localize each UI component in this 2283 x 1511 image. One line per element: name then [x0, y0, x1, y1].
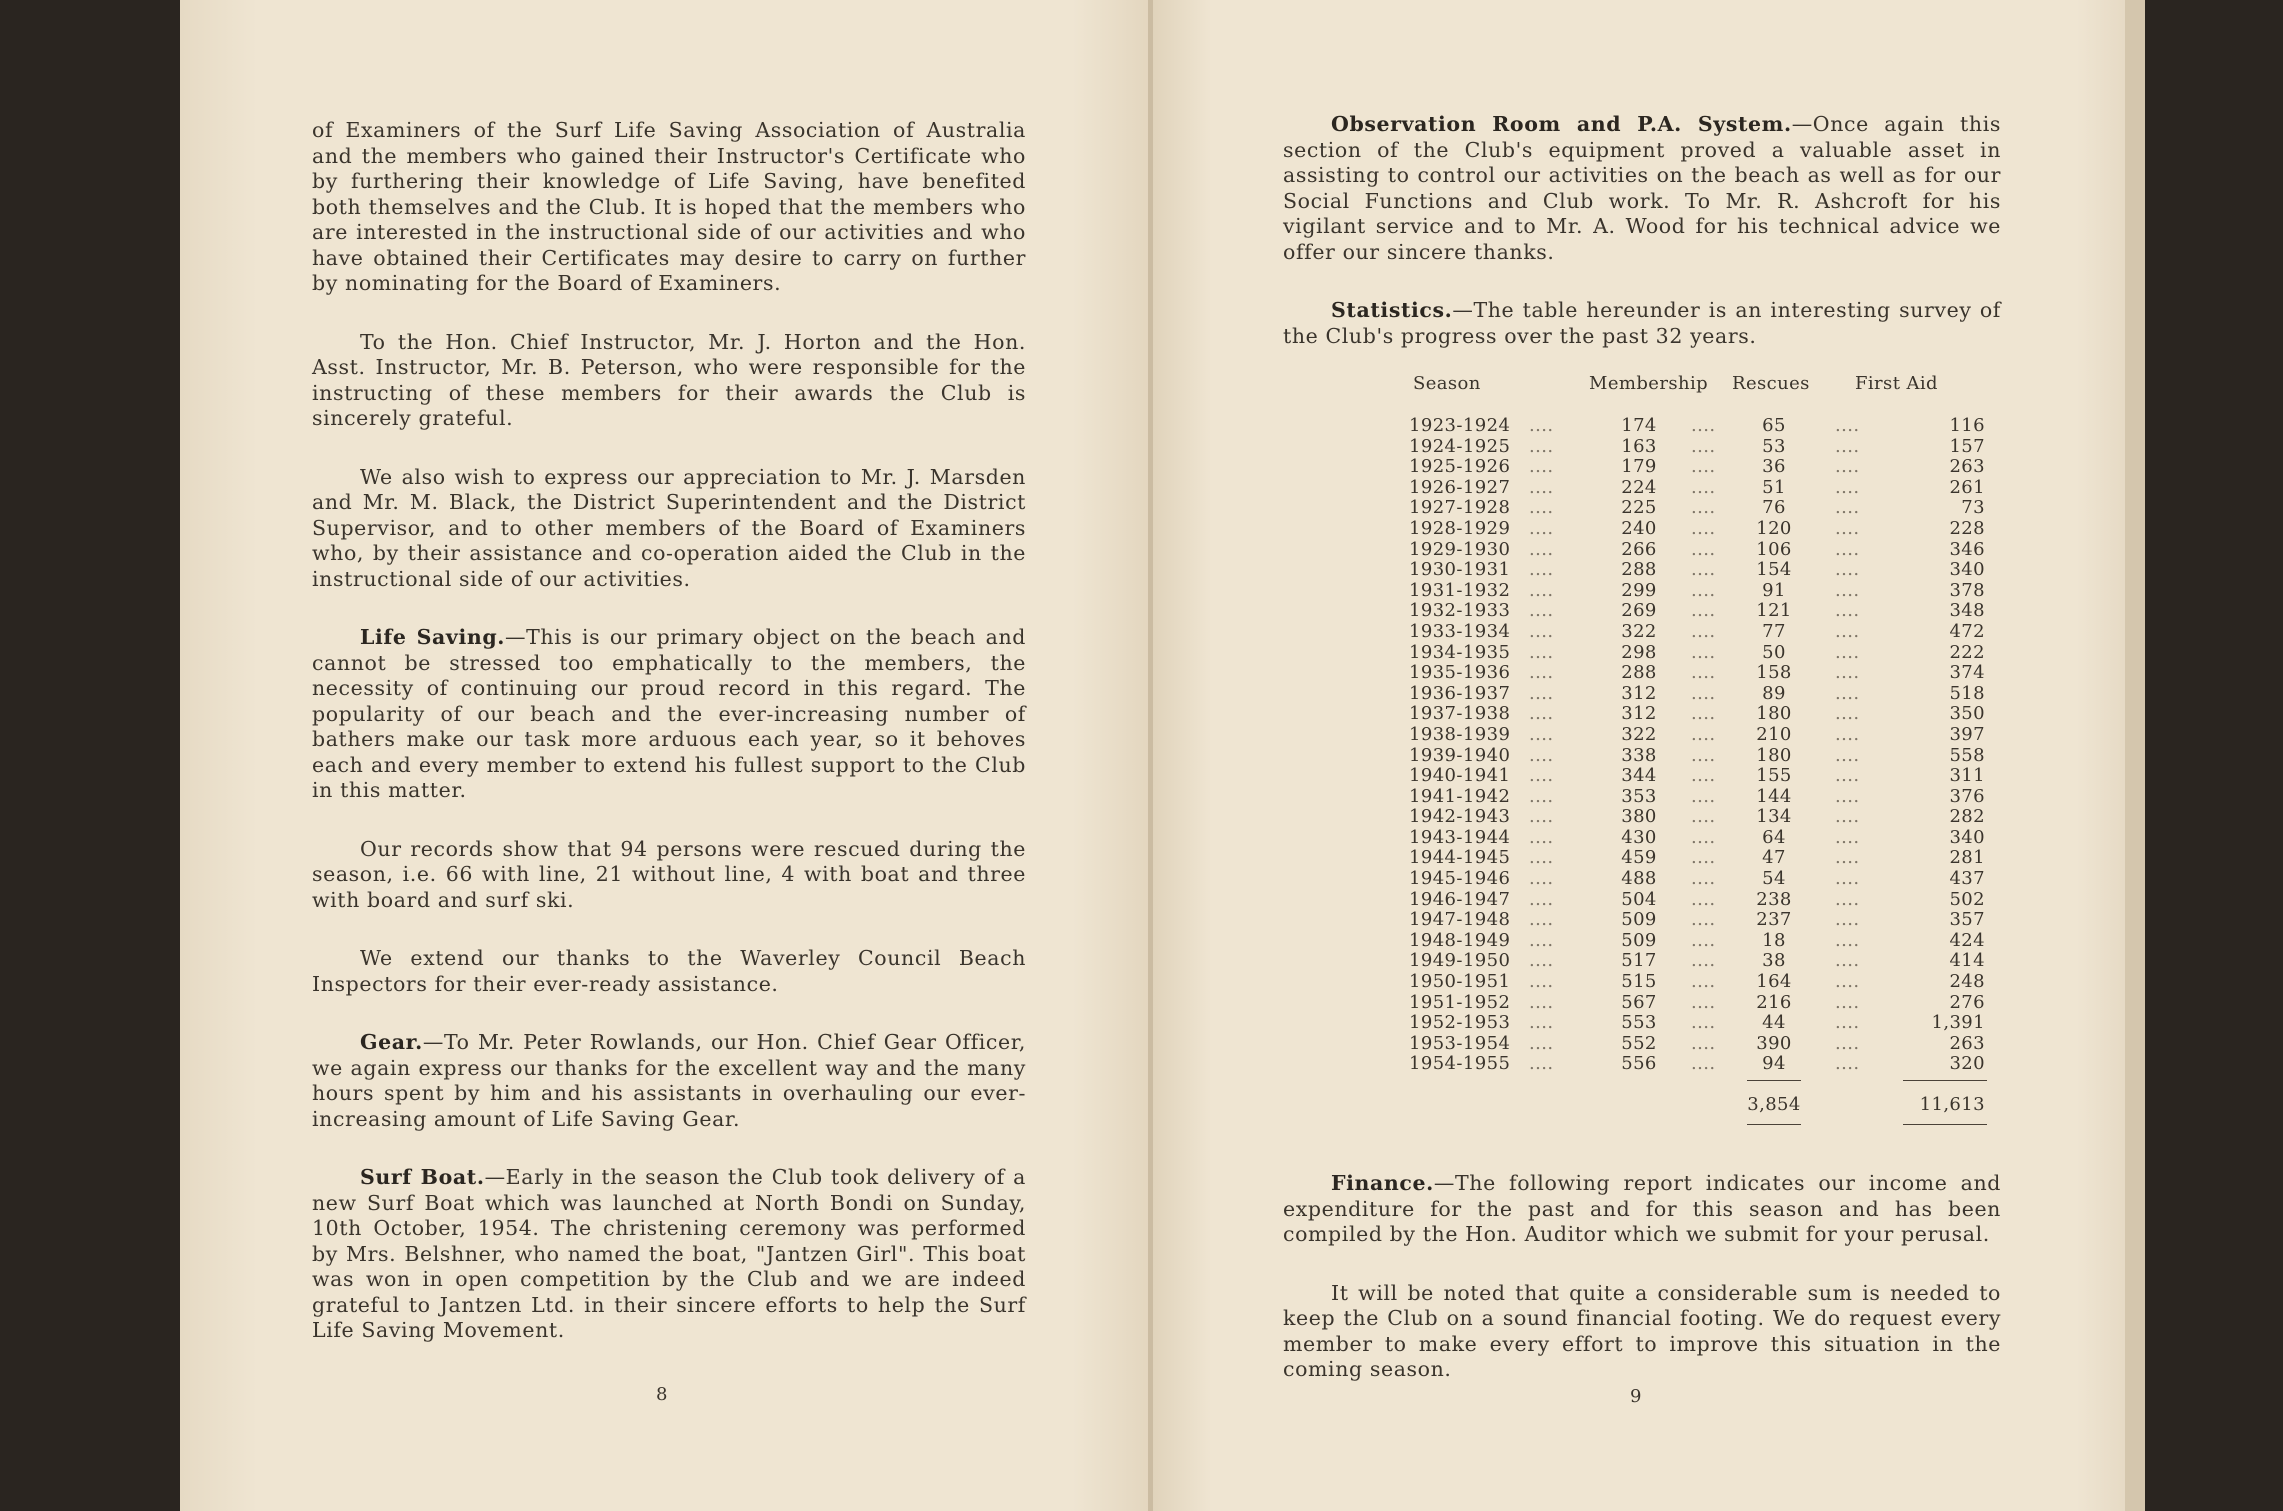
cell-season: 1944-1945 [1409, 847, 1511, 869]
cell-season: 1941-1942 [1409, 785, 1511, 807]
cell-rescues: 53 [1762, 435, 1786, 457]
cell-first-aid: 261 [1949, 476, 1985, 498]
leader-dots: .... [1529, 888, 1554, 910]
leader-dots: .... [1529, 929, 1554, 951]
table-row [1289, 1053, 1989, 1074]
leader-dots: .... [1835, 600, 1860, 622]
leader-dots: .... [1529, 868, 1554, 890]
leader-dots: .... [1691, 785, 1716, 807]
section-heading: Observation Room and P.A. System. [1331, 112, 1792, 136]
leader-dots: .... [1835, 888, 1860, 910]
cell-rescues: 164 [1756, 971, 1792, 993]
cell-first-aid: 73 [1961, 497, 1985, 519]
cell-first-aid: 424 [1949, 929, 1985, 951]
cell-first-aid: 282 [1949, 806, 1985, 828]
cell-season: 1934-1935 [1409, 641, 1511, 663]
leader-dots: .... [1835, 497, 1860, 519]
leader-dots: .... [1691, 600, 1716, 622]
leader-dots: .... [1691, 1032, 1716, 1054]
cell-rescues: 155 [1756, 765, 1792, 787]
leader-dots: .... [1529, 765, 1554, 787]
right-page [1153, 0, 2125, 1511]
cell-rescues: 18 [1762, 929, 1786, 951]
leader-dots: .... [1691, 538, 1716, 560]
cell-first-aid: 281 [1949, 847, 1985, 869]
table-row [1289, 642, 1989, 663]
leader-dots: .... [1529, 456, 1554, 478]
cell-rescues: 120 [1756, 517, 1792, 539]
table-row [1289, 847, 1989, 868]
cell-rescues: 106 [1756, 538, 1792, 560]
cell-rescues: 94 [1762, 1053, 1786, 1075]
page-number: 8 [656, 1384, 668, 1405]
table-row [1289, 683, 1989, 704]
leader-dots: .... [1691, 1053, 1716, 1075]
cell-membership: 517 [1621, 950, 1657, 972]
leader-dots: .... [1691, 559, 1716, 581]
cell-rescues: 134 [1756, 806, 1792, 828]
cell-season: 1940-1941 [1409, 765, 1511, 787]
table-row [1289, 1033, 1989, 1054]
cell-membership: 322 [1621, 620, 1657, 642]
table-row [1289, 889, 1989, 910]
cell-membership: 459 [1621, 847, 1657, 869]
cell-first-aid: 518 [1949, 682, 1985, 704]
section-heading: Statistics. [1331, 298, 1453, 322]
leader-dots: .... [1835, 723, 1860, 745]
cell-rescues: 77 [1762, 620, 1786, 642]
leader-dots: .... [1691, 662, 1716, 684]
cell-first-aid: 376 [1949, 785, 1985, 807]
cell-membership: 269 [1621, 600, 1657, 622]
cell-first-aid: 378 [1949, 579, 1985, 601]
cell-first-aid: 502 [1949, 888, 1985, 910]
section-heading: Finance. [1331, 1171, 1434, 1195]
cell-rescues: 216 [1756, 991, 1792, 1013]
leader-dots: .... [1691, 744, 1716, 766]
leader-dots: .... [1691, 888, 1716, 910]
cell-season: 1927-1928 [1409, 497, 1511, 519]
leader-dots: .... [1529, 806, 1554, 828]
cell-first-aid: 1,391 [1931, 1012, 1985, 1034]
cell-rescues: 154 [1756, 559, 1792, 581]
cell-season: 1947-1948 [1409, 909, 1511, 931]
cell-first-aid: 397 [1949, 723, 1985, 745]
table-row [1289, 806, 1989, 827]
leader-dots: .... [1691, 806, 1716, 828]
table-row [1289, 703, 1989, 724]
cell-first-aid: 248 [1949, 971, 1985, 993]
leader-dots: .... [1529, 620, 1554, 642]
leader-dots: .... [1691, 641, 1716, 663]
cell-membership: 509 [1621, 929, 1657, 951]
leader-dots: .... [1691, 723, 1716, 745]
table-row [1289, 539, 1989, 560]
leader-dots: .... [1691, 682, 1716, 704]
leader-dots: .... [1835, 950, 1860, 972]
cell-first-aid: 222 [1949, 641, 1985, 663]
cell-membership: 312 [1621, 703, 1657, 725]
cell-season: 1933-1934 [1409, 620, 1511, 642]
cell-first-aid: 276 [1949, 991, 1985, 1013]
leader-dots: .... [1835, 1012, 1860, 1034]
cell-rescues: 44 [1762, 1012, 1786, 1034]
paragraph: We also wish to express our appreciation to Mr. J. Marsden and Mr. M. Black, the District Superintendent and the District Supervisor, and to other members of the Board of Examiners who, by their assistance and co-operation aided the Club in the instructional side of our activities. [312, 464, 1026, 591]
table-row [1289, 436, 1989, 457]
leader-dots: .... [1835, 662, 1860, 684]
cell-first-aid: 350 [1949, 703, 1985, 725]
leader-dots: .... [1691, 497, 1716, 519]
cell-first-aid: 437 [1949, 868, 1985, 890]
cell-rescues: 390 [1756, 1032, 1792, 1054]
leader-dots: .... [1691, 826, 1716, 848]
cell-season: 1935-1936 [1409, 662, 1511, 684]
left-page-text [312, 118, 1026, 1344]
leader-dots: .... [1835, 785, 1860, 807]
paragraph-observation-room: Observation Room and P.A. System.—Once again this section of the Club's equipment proved a valuable asset in assisting to control our activities on the beach as well as for our Social Functions and Club work. To Mr. R. Ashcroft for his vigilant service and to Mr. A. Wood for his technical advice we offer our sincere thanks. [1283, 112, 2001, 264]
page-number: 9 [1630, 1386, 1642, 1407]
cell-membership: 515 [1621, 971, 1657, 993]
cell-rescues: 237 [1756, 909, 1792, 931]
leader-dots: .... [1529, 559, 1554, 581]
section-heading: Life Saving. [360, 625, 506, 649]
cell-rescues: 54 [1762, 868, 1786, 890]
cell-rescues: 76 [1762, 497, 1786, 519]
paragraph-gear: Gear.—To Mr. Peter Rowlands, our Hon. Chief Gear Officer, we again express our thanks for the excellent way and the many hours spent by him and his assistants in overhauling our ever-increasing amount of Life Saving Gear. [312, 1030, 1026, 1131]
table-row [1289, 1012, 1989, 1033]
leader-dots: .... [1691, 765, 1716, 787]
paragraph-finance: Finance.—The following report indicates our income and expenditure for the past and for this season and has been compiled by the Hon. Auditor which we submit for your perusal. [1283, 1171, 2001, 1246]
leader-dots: .... [1691, 620, 1716, 642]
leader-dots: .... [1691, 456, 1716, 478]
leader-dots: .... [1835, 868, 1860, 890]
cell-membership: 240 [1621, 517, 1657, 539]
leader-dots: .... [1835, 765, 1860, 787]
cell-season: 1939-1940 [1409, 744, 1511, 766]
cell-first-aid: 340 [1949, 826, 1985, 848]
cell-membership: 312 [1621, 682, 1657, 704]
table-body [1289, 415, 1989, 1074]
leader-dots: .... [1529, 826, 1554, 848]
table-header [1289, 373, 1989, 415]
leader-dots: .... [1691, 909, 1716, 931]
cell-first-aid: 346 [1949, 538, 1985, 560]
cell-season: 1945-1946 [1409, 868, 1511, 890]
cell-first-aid: 263 [1949, 1032, 1985, 1054]
leader-dots: .... [1529, 723, 1554, 745]
paragraph-statistics: Statistics.—The table hereunder is an interesting survey of the Club's progress over the past 32 years. [1283, 298, 2001, 348]
cell-first-aid: 374 [1949, 662, 1985, 684]
table-row [1289, 580, 1989, 601]
table-row [1289, 950, 1989, 971]
leader-dots: .... [1835, 1053, 1860, 1075]
leader-dots: .... [1691, 929, 1716, 951]
cell-season: 1930-1931 [1409, 559, 1511, 581]
cell-season: 1948-1949 [1409, 929, 1511, 951]
table-row [1289, 600, 1989, 621]
cell-season: 1926-1927 [1409, 476, 1511, 498]
cell-membership: 344 [1621, 765, 1657, 787]
paragraph: It will be noted that quite a considerable sum is needed to keep the Club on a sound financial footing. We do request every member to make every effort to improve this situation in the coming season. [1283, 1280, 2001, 1381]
table-row [1289, 662, 1989, 683]
cell-membership: 509 [1621, 909, 1657, 931]
cell-membership: 288 [1621, 559, 1657, 581]
leader-dots: .... [1691, 415, 1716, 436]
leader-dots: .... [1835, 909, 1860, 931]
header-rescues: Rescues [1732, 373, 1810, 394]
cell-season: 1931-1932 [1409, 579, 1511, 601]
table-totals [1289, 1074, 1989, 1134]
table-row [1289, 415, 1989, 436]
leader-dots: .... [1835, 620, 1860, 642]
cell-rescues: 38 [1762, 950, 1786, 972]
table-row [1289, 497, 1989, 518]
cell-season: 1950-1951 [1409, 971, 1511, 993]
leader-dots: .... [1529, 538, 1554, 560]
cell-membership: 163 [1621, 435, 1657, 457]
leader-dots: .... [1529, 703, 1554, 725]
leader-dots: .... [1691, 517, 1716, 539]
leader-dots: .... [1835, 559, 1860, 581]
statistics-table [1289, 373, 1989, 1134]
cell-season: 1938-1939 [1409, 723, 1511, 745]
leader-dots: .... [1691, 579, 1716, 601]
table-row [1289, 724, 1989, 745]
cell-membership: 488 [1621, 868, 1657, 890]
cell-rescues: 180 [1756, 744, 1792, 766]
cell-rescues: 50 [1762, 641, 1786, 663]
cell-rescues: 51 [1762, 476, 1786, 498]
leader-dots: .... [1835, 929, 1860, 951]
cell-first-aid: 228 [1949, 517, 1985, 539]
section-heading: Gear. [360, 1030, 423, 1054]
cell-rescues: 89 [1762, 682, 1786, 704]
page-edge [2125, 0, 2145, 1511]
cell-first-aid: 311 [1949, 765, 1985, 787]
cell-membership: 174 [1621, 415, 1657, 436]
leader-dots: .... [1529, 1053, 1554, 1075]
leader-dots: .... [1691, 435, 1716, 457]
leader-dots: .... [1835, 476, 1860, 498]
cell-first-aid: 157 [1949, 435, 1985, 457]
cell-season: 1928-1929 [1409, 517, 1511, 539]
cell-membership: 179 [1621, 456, 1657, 478]
leader-dots: .... [1691, 703, 1716, 725]
cell-membership: 298 [1621, 641, 1657, 663]
leader-dots: .... [1529, 1032, 1554, 1054]
cell-membership: 338 [1621, 744, 1657, 766]
leader-dots: .... [1835, 826, 1860, 848]
table-row [1289, 786, 1989, 807]
cell-first-aid: 116 [1949, 415, 1985, 436]
header-first-aid: First Aid [1855, 373, 1938, 394]
cell-rescues: 47 [1762, 847, 1786, 869]
left-page [180, 0, 1150, 1511]
section-heading: Surf Boat. [360, 1165, 485, 1189]
leader-dots: .... [1529, 415, 1554, 436]
cell-first-aid: 558 [1949, 744, 1985, 766]
cell-membership: 504 [1621, 888, 1657, 910]
table-row [1289, 745, 1989, 766]
cell-season: 1924-1925 [1409, 435, 1511, 457]
leader-dots: .... [1691, 868, 1716, 890]
cell-membership: 353 [1621, 785, 1657, 807]
leader-dots: .... [1529, 971, 1554, 993]
table-row [1289, 765, 1989, 786]
cell-rescues: 210 [1756, 723, 1792, 745]
paragraph: To the Hon. Chief Instructor, Mr. J. Horton and the Hon. Asst. Instructor, Mr. B. Peterson, who were responsible for the instructing of these members for their awards the Club is sincerely grateful. [312, 329, 1026, 430]
leader-dots: .... [1529, 600, 1554, 622]
leader-dots: .... [1835, 991, 1860, 1013]
leader-dots: .... [1529, 909, 1554, 931]
table-row [1289, 621, 1989, 642]
cell-rescues: 144 [1756, 785, 1792, 807]
leader-dots: .... [1835, 806, 1860, 828]
cell-membership: 556 [1621, 1053, 1657, 1075]
cell-rescues: 238 [1756, 888, 1792, 910]
header-membership: Membership [1589, 373, 1709, 394]
leader-dots: .... [1835, 971, 1860, 993]
leader-dots: .... [1835, 435, 1860, 457]
leader-dots: .... [1691, 476, 1716, 498]
paragraph: of Examiners of the Surf Life Saving Association of Australia and the members who gained their Instructor's Certificate who by furthering their knowledge of Life Saving, have benefited both themselves and the Club. It is hoped that the members who are interested in the instructional side of our activities and who have obtained their Certificates may desire to carry on further by nominating for the Board of Examiners. [312, 118, 1026, 295]
leader-dots: .... [1529, 435, 1554, 457]
leader-dots: .... [1835, 682, 1860, 704]
table-row [1289, 559, 1989, 580]
leader-dots: .... [1835, 517, 1860, 539]
cell-season: 1937-1938 [1409, 703, 1511, 725]
leader-dots: .... [1835, 579, 1860, 601]
paragraph-surf-boat: Surf Boat.—Early in the season the Club took delivery of a new Surf Boat which was launched at North Bondi on Sunday, 10th October, 1954. The christening ceremony was performed by Mrs. Belshner, who named the boat, "Jantzen Girl". This boat was won in open competition by the Club and we are indeed grateful to Jantzen Ltd. in their sincere efforts to help the Surf Life Saving Movement. [312, 1165, 1026, 1342]
leader-dots: .... [1529, 579, 1554, 601]
leader-dots: .... [1835, 847, 1860, 869]
total-first-aid: 11,613 [1919, 1094, 1985, 1115]
cell-season: 1932-1933 [1409, 600, 1511, 622]
table-row [1289, 971, 1989, 992]
leader-dots: .... [1529, 785, 1554, 807]
leader-dots: .... [1529, 1012, 1554, 1034]
cell-season: 1946-1947 [1409, 888, 1511, 910]
cell-first-aid: 348 [1949, 600, 1985, 622]
cell-rescues: 91 [1762, 579, 1786, 601]
leader-dots: .... [1529, 641, 1554, 663]
leader-dots: .... [1835, 744, 1860, 766]
leader-dots: .... [1529, 497, 1554, 519]
cell-season: 1949-1950 [1409, 950, 1511, 972]
table-row [1289, 827, 1989, 848]
paragraph: We extend our thanks to the Waverley Council Beach Inspectors for their ever-ready assistance. [312, 946, 1026, 996]
cell-membership: 553 [1621, 1012, 1657, 1034]
cell-rescues: 121 [1756, 600, 1792, 622]
leader-dots: .... [1835, 538, 1860, 560]
cell-season: 1954-1955 [1409, 1053, 1511, 1075]
cell-season: 1951-1952 [1409, 991, 1511, 1013]
leader-dots: .... [1835, 456, 1860, 478]
cell-season: 1925-1926 [1409, 456, 1511, 478]
cell-membership: 380 [1621, 806, 1657, 828]
leader-dots: .... [1691, 971, 1716, 993]
paragraph: Our records show that 94 persons were rescued during the season, i.e. 66 with line, 21 without line, 4 with boat and three with board and surf ski. [312, 836, 1026, 912]
paragraph-life-saving: Life Saving.—This is our primary object on the beach and cannot be stressed too emphatically to the members, the necessity of continuing our proud record in this regard. The popularity of our beach and the ever-increasing number of bathers make our task more arduous each year, so it behoves each and every member to extend his fullest support to the Club in this matter. [312, 625, 1026, 802]
leader-dots: .... [1835, 641, 1860, 663]
cell-membership: 266 [1621, 538, 1657, 560]
leader-dots: .... [1529, 991, 1554, 1013]
table-row [1289, 456, 1989, 477]
leader-dots: .... [1835, 1032, 1860, 1054]
cell-rescues: 180 [1756, 703, 1792, 725]
cell-rescues: 65 [1762, 415, 1786, 436]
table-row [1289, 909, 1989, 930]
leader-dots: .... [1529, 682, 1554, 704]
leader-dots: .... [1691, 847, 1716, 869]
cell-first-aid: 340 [1949, 559, 1985, 581]
cell-membership: 567 [1621, 991, 1657, 1013]
leader-dots: .... [1529, 950, 1554, 972]
cell-membership: 299 [1621, 579, 1657, 601]
total-rescues: 3,854 [1747, 1094, 1801, 1115]
cell-membership: 430 [1621, 826, 1657, 848]
right-page-text [1283, 112, 2001, 1383]
cell-season: 1943-1944 [1409, 826, 1511, 848]
cell-rescues: 64 [1762, 826, 1786, 848]
leader-dots: .... [1835, 415, 1860, 436]
table-row [1289, 518, 1989, 539]
table-row [1289, 477, 1989, 498]
cell-first-aid: 357 [1949, 909, 1985, 931]
cell-season: 1923-1924 [1409, 415, 1511, 436]
leader-dots: .... [1529, 662, 1554, 684]
cell-rescues: 158 [1756, 662, 1792, 684]
leader-dots: .... [1691, 1012, 1716, 1034]
table-row [1289, 868, 1989, 889]
table-row [1289, 992, 1989, 1013]
table-row [1289, 930, 1989, 951]
leader-dots: .... [1835, 703, 1860, 725]
cell-first-aid: 472 [1949, 620, 1985, 642]
leader-dots: .... [1529, 517, 1554, 539]
leader-dots: .... [1691, 991, 1716, 1013]
cell-membership: 225 [1621, 497, 1657, 519]
cell-season: 1942-1943 [1409, 806, 1511, 828]
leader-dots: .... [1691, 950, 1716, 972]
cell-membership: 552 [1621, 1032, 1657, 1054]
cell-first-aid: 263 [1949, 456, 1985, 478]
leader-dots: .... [1529, 847, 1554, 869]
cell-first-aid: 414 [1949, 950, 1985, 972]
leader-dots: .... [1529, 476, 1554, 498]
cell-season: 1929-1930 [1409, 538, 1511, 560]
cell-membership: 224 [1621, 476, 1657, 498]
cell-season: 1953-1954 [1409, 1032, 1511, 1054]
cell-season: 1936-1937 [1409, 682, 1511, 704]
leader-dots: .... [1529, 744, 1554, 766]
cell-rescues: 36 [1762, 456, 1786, 478]
cell-membership: 322 [1621, 723, 1657, 745]
header-season: Season [1413, 373, 1481, 394]
cell-first-aid: 320 [1949, 1053, 1985, 1075]
cell-membership: 288 [1621, 662, 1657, 684]
cell-season: 1952-1953 [1409, 1012, 1511, 1034]
